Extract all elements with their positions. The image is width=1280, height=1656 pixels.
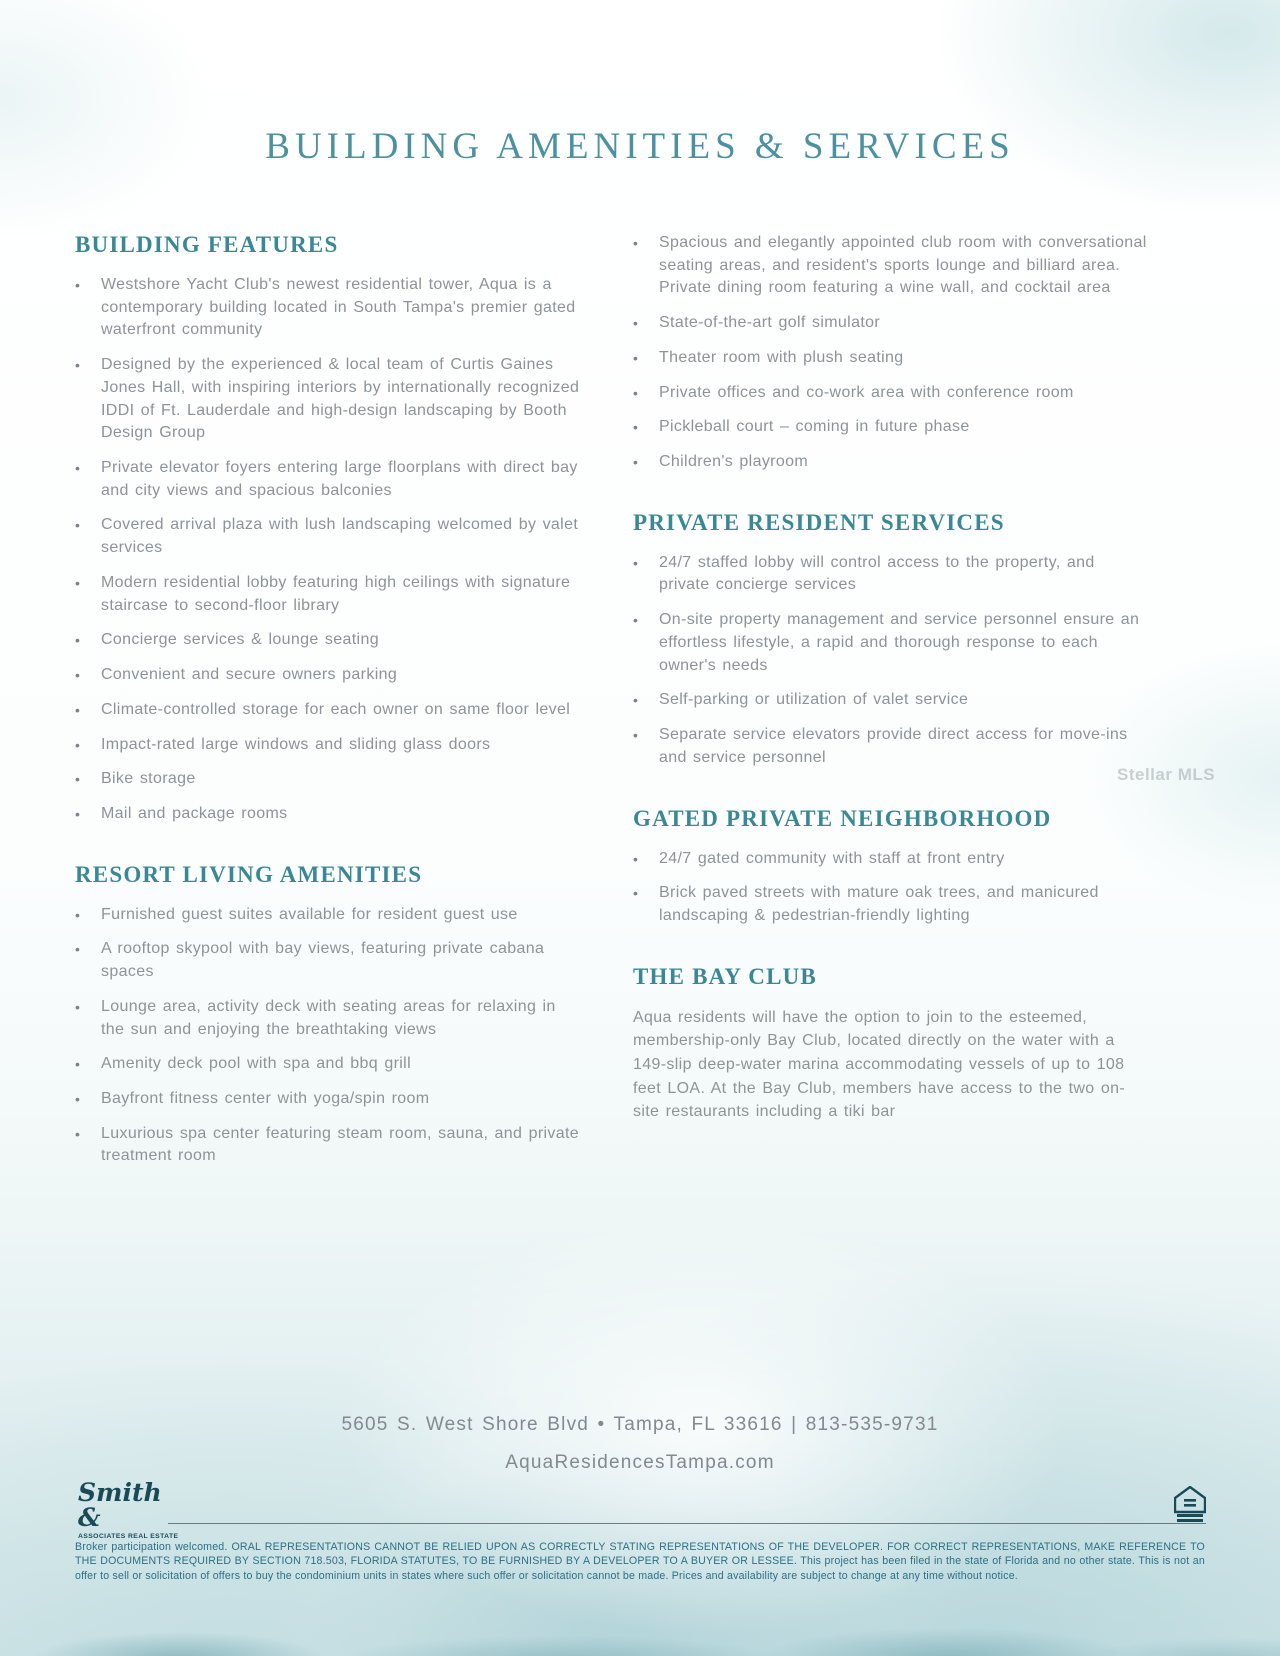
- section-heading: PRIVATE RESIDENT SERVICES: [633, 509, 1005, 535]
- bullet-dot-icon: •: [633, 692, 639, 709]
- bullet-item: [75, 734, 583, 757]
- bullet-text: Climate-controlled storage for each owner on same floor level: [101, 700, 571, 718]
- bullet-text: Covered arrival plaza with lush landscaping welcomed by valet services: [101, 516, 579, 557]
- bullet-text: Separate service elevators provide direct access for move-ins and service personnel: [659, 726, 1128, 766]
- bullet-item: [75, 1123, 583, 1168]
- bullet-text: Private offices and co-work area with conference room: [659, 383, 1074, 401]
- bullet-item: [75, 274, 583, 342]
- bullet-dot-icon: •: [75, 998, 81, 1015]
- bullet-item: [633, 609, 1149, 677]
- left-column: [75, 232, 583, 1204]
- bullet-item: [75, 457, 583, 502]
- bullet-list: [633, 232, 1149, 474]
- legal-disclaimer: Broker participation welcomed. ORAL REPRESENTATIONS CANNOT BE RELIED UPON AS CORRECTLY STATING REPRESENTATIONS OF THE DEVELOPER. FOR CORRECT REPRESENTATIONS, MAKE REFERENCE TO THE DOCUMENTS REQUIRED BY SECTION 718.503, FLORIDA STATUTES, TO BE FURNISHED BY A DEVELOPER TO A BUYER OR LESSEE. This project has been filed in the state of Florida and no other state. This is not an offer to sell or solicitation of offers to buy the condominium units in states where such offer or solicitation cannot be made. Prices and availability are subject to change at any time without notice.: [75, 1541, 1205, 1582]
- bullet-dot-icon: •: [633, 727, 639, 744]
- bullet-text: Pickleball court – coming in future phase: [659, 418, 970, 436]
- bullet-text: Brick paved streets with mature oak trees, and manicured landscaping & pedestrian-friendly lighting: [659, 884, 1099, 924]
- content-section: [633, 510, 1149, 770]
- equal-housing-opportunity-icon: [1174, 1486, 1206, 1522]
- bullet-text: Lounge area, activity deck with seating areas for relaxing in the sun and enjoying the breathtaking views: [101, 997, 556, 1038]
- bullet-dot-icon: •: [633, 612, 639, 629]
- page-title: BUILDING AMENITIES & SERVICES: [265, 125, 1015, 167]
- bullet-item: [75, 803, 583, 826]
- bullet-item: [75, 664, 583, 687]
- right-column: [633, 232, 1149, 1160]
- stellar-mls-watermark: Stellar MLS: [1117, 765, 1216, 784]
- bullet-dot-icon: •: [75, 805, 81, 822]
- smith-associates-logo: [78, 1480, 188, 1540]
- website-url: AquaResidencesTampa.com: [505, 1452, 775, 1473]
- bullet-text: On-site property management and service personnel ensure an effortless lifestyle, a rapid and thorough response to each owner's needs: [659, 611, 1140, 674]
- bullet-text: 24/7 gated community with staff at front entry: [659, 849, 1005, 867]
- bullet-dot-icon: •: [633, 349, 639, 366]
- bullet-dot-icon: •: [75, 460, 81, 477]
- bullet-dot-icon: •: [633, 554, 639, 571]
- bullet-dot-icon: •: [75, 632, 81, 649]
- content-section: [75, 232, 583, 826]
- bullet-text: Designed by the experienced & local team of Curtis Gaines Jones Hall, with inspiring interiors by internationally recognized IDDI of Ft. Lauderdale and high-design landscaping by Booth Design Group: [101, 356, 580, 442]
- bullet-list: [75, 904, 583, 1168]
- bullet-list: [75, 274, 583, 826]
- section-heading: RESORT LIVING AMENITIES: [75, 861, 423, 887]
- bullet-item: [633, 552, 1149, 597]
- brand-subtitle: ASSOCIATES REAL ESTATE: [78, 1533, 179, 1540]
- bullet-text: Impact-rated large windows and sliding glass doors: [101, 735, 491, 753]
- bullet-text: Modern residential lobby featuring high ceilings with signature staircase to second-floor library: [101, 573, 571, 614]
- bullet-item: [633, 451, 1149, 474]
- bullet-item: [633, 382, 1149, 405]
- bullet-item: [75, 354, 583, 445]
- bullet-item: [633, 689, 1149, 712]
- bullet-item: [75, 699, 583, 722]
- bullet-item: [75, 996, 583, 1041]
- bullet-item: [75, 514, 583, 559]
- bullet-text: Concierge services & lounge seating: [101, 631, 379, 649]
- bullet-text: Spacious and elegantly appointed club room with conversational seating areas, and resident's sports lounge and billiard area. Private dining room featuring a wine wall, and cocktail area: [659, 234, 1147, 297]
- section-heading: THE BAY CLUB: [633, 963, 817, 989]
- bullet-dot-icon: •: [75, 701, 81, 718]
- bullet-item: [75, 572, 583, 617]
- bullet-list: [633, 552, 1149, 770]
- content-section: [633, 232, 1149, 474]
- bullet-dot-icon: •: [75, 667, 81, 684]
- bullet-text: Self-parking or utilization of valet service: [659, 691, 969, 709]
- content-section: [633, 964, 1149, 1124]
- bullet-dot-icon: •: [633, 315, 639, 332]
- bullet-text: Westshore Yacht Club's newest residential tower, Aqua is a contemporary building located in South Tampa's premier gated waterfront community: [101, 276, 576, 339]
- bullet-dot-icon: •: [633, 419, 639, 436]
- bullet-item: [75, 904, 583, 927]
- bullet-text: Amenity deck pool with spa and bbq grill: [101, 1055, 411, 1073]
- bullet-item: [633, 312, 1149, 335]
- address-line: 5605 S. West Shore Blvd • Tampa, FL 33616 | 813-535-9731: [341, 1414, 939, 1435]
- bullet-text: Mail and package rooms: [101, 804, 288, 822]
- bullet-dot-icon: •: [75, 574, 81, 591]
- bullet-dot-icon: •: [633, 850, 639, 867]
- bullet-text: 24/7 staffed lobby will control access to the property, and private concierge services: [659, 553, 1095, 594]
- bullet-dot-icon: •: [75, 277, 81, 293]
- bullet-dot-icon: •: [75, 1090, 81, 1107]
- bullet-text: Furnished guest suites available for resident guest use: [101, 905, 518, 923]
- bullet-dot-icon: •: [75, 1056, 81, 1073]
- bullet-text: Private elevator foyers entering large floorplans with direct bay and city views and spacious balconies: [101, 459, 578, 499]
- bullet-item: [633, 724, 1149, 769]
- bullet-dot-icon: •: [633, 454, 639, 471]
- bullet-list: [633, 848, 1149, 928]
- bullet-dot-icon: •: [75, 906, 81, 923]
- bullet-item: [75, 1053, 583, 1076]
- bullet-dot-icon: •: [75, 1125, 81, 1142]
- bullet-dot-icon: •: [633, 384, 639, 401]
- bullet-text: Children's playroom: [659, 453, 809, 471]
- bullet-item: [633, 416, 1149, 439]
- content-section: [633, 806, 1149, 928]
- footer-divider: [168, 1523, 1206, 1524]
- bullet-text: Bike storage: [101, 770, 196, 788]
- bullet-dot-icon: •: [633, 235, 639, 251]
- bullet-item: [633, 848, 1149, 871]
- bullet-text: Bayfront fitness center with yoga/spin room: [101, 1089, 430, 1107]
- bullet-item: [633, 882, 1149, 927]
- bullet-text: A rooftop skypool with bay views, featuring private cabana spaces: [101, 940, 545, 981]
- bullet-dot-icon: •: [75, 941, 81, 958]
- section-heading: GATED PRIVATE NEIGHBORHOOD: [633, 805, 1052, 831]
- section-paragraph: Aqua residents will have the option to join to the esteemed, membership-only Bay Club, located directly on the water with a 149-slip deep-water marina accommodating vessels of up to 108 feet LOA. At the Bay Club, members have access to the two on-site restaurants including a tiki bar: [633, 1008, 1126, 1121]
- bullet-text: Luxurious spa center featuring steam room, sauna, and private treatment room: [101, 1124, 580, 1165]
- bullet-dot-icon: •: [75, 357, 81, 374]
- bullet-item: [75, 629, 583, 652]
- bullet-dot-icon: •: [75, 517, 81, 534]
- bullet-item: [633, 232, 1149, 300]
- bullet-item: [75, 938, 583, 983]
- bullet-dot-icon: •: [633, 885, 639, 902]
- brand-name: Smith &: [78, 1478, 162, 1532]
- bullet-item: [75, 768, 583, 791]
- bullet-item: [75, 1088, 583, 1111]
- section-heading: BUILDING FEATURES: [75, 232, 339, 257]
- bullet-text: Convenient and secure owners parking: [101, 666, 398, 684]
- content-section: [75, 862, 583, 1168]
- bullet-dot-icon: •: [75, 771, 81, 788]
- bullet-dot-icon: •: [75, 736, 81, 753]
- bullet-text: Theater room with plush seating: [659, 348, 904, 366]
- bullet-item: [633, 347, 1149, 370]
- bullet-text: State-of-the-art golf simulator: [659, 314, 881, 332]
